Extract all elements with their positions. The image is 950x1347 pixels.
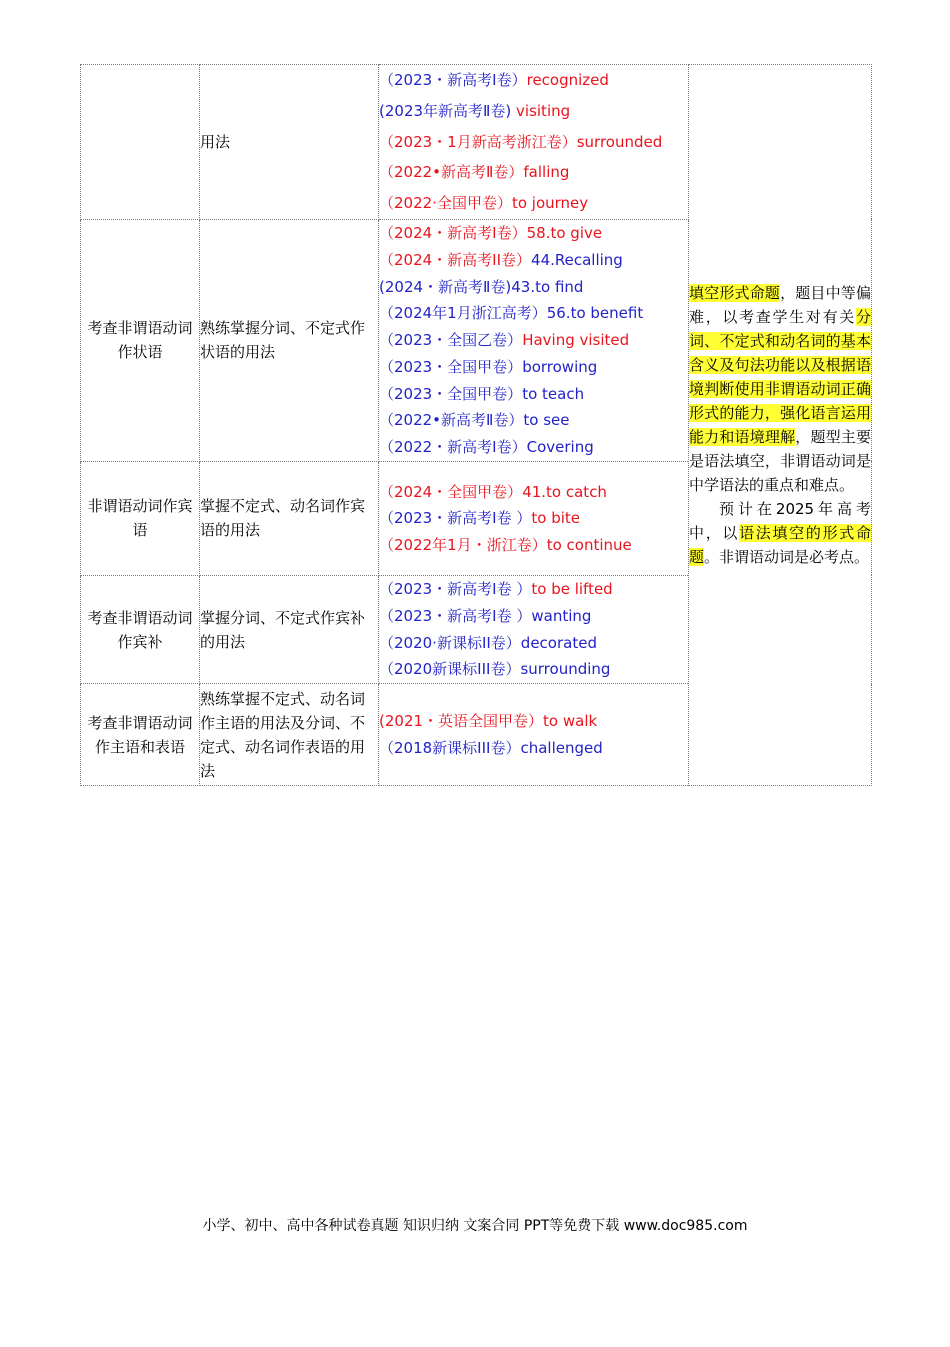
example-line [379, 505, 688, 532]
requirement-cell: 掌握不定式、动名词作宾语的用法 [200, 461, 379, 575]
example-line [379, 576, 688, 603]
exam-source: （2024・新高考II卷） [379, 251, 532, 270]
answer-text: 58.to give [526, 224, 603, 243]
exam-source: （2023・新高考Ⅰ卷 ） [379, 606, 532, 625]
example-line [379, 656, 688, 683]
exam-source: (2023年新高考Ⅱ卷) [379, 101, 517, 120]
exam-source: （2018新课标III卷） [379, 738, 521, 757]
table-row [81, 65, 872, 220]
exam-source: (2024・新高考Ⅱ卷) [379, 277, 512, 296]
requirement-cell: 熟练掌握分词、不定式作状语的用法 [200, 219, 379, 461]
topic-cell: 考查非谓语动词作宾补 [81, 575, 200, 683]
plain-text: ，题目中等偏难，以考查学生对有关 [689, 284, 871, 327]
answer-text: falling [523, 163, 570, 182]
exam-source: （2024・新高考I卷） [379, 224, 527, 243]
analysis-paragraph-2 [689, 497, 871, 569]
example-line [379, 327, 688, 354]
exam-source: （2023・1月新高考浙江卷） [379, 132, 577, 151]
exam-source: （2023・新高考Ⅰ卷 ） [379, 579, 532, 598]
examples-cell [379, 575, 689, 683]
examples-cell [379, 684, 689, 786]
exam-source: （2023・新高考Ⅰ卷 ） [379, 509, 532, 528]
plain-text: 。非谓语动词是必考点。 [704, 548, 870, 567]
example-line [379, 300, 688, 327]
answer-text: to journey [511, 194, 589, 213]
answer-text: 56.to benefit [546, 304, 644, 323]
answer-text: decorated [520, 633, 597, 652]
answer-text: to bite [531, 509, 581, 528]
plain-text: ，题型主要是语法填空，非谓语动词是中学语法的重点和难点。 [689, 428, 871, 495]
example-line [379, 96, 688, 127]
topic-cell: 考查非谓语动词作状语 [81, 219, 200, 461]
answer-text: 43.to find [511, 277, 584, 296]
exam-source: （2022•新高考Ⅱ卷） [379, 411, 524, 430]
exam-source: （2023・全国甲卷） [379, 357, 523, 376]
example-line [379, 247, 688, 274]
requirement-cell: 掌握分词、不定式作宾补的用法 [200, 575, 379, 683]
example-line [379, 434, 688, 461]
answer-text: wanting [531, 606, 592, 625]
example-line [379, 354, 688, 381]
exam-source: （2020新课标III卷） [379, 660, 521, 679]
answer-text: 44.Recalling [531, 251, 623, 270]
highlighted-text: 填空形式命题 [689, 284, 781, 303]
exam-source: （2023・全国甲卷） [379, 384, 523, 403]
example-line [379, 603, 688, 630]
example-line [379, 708, 688, 735]
answer-text: borrowing [522, 357, 598, 376]
example-line [379, 157, 688, 188]
example-line [379, 274, 688, 301]
answer-text: to walk [543, 711, 598, 730]
example-line [379, 381, 688, 408]
example-line [379, 630, 688, 657]
answer-text: visiting [516, 101, 571, 120]
exam-source: （2022年1月・浙江卷） [379, 535, 547, 554]
answer-text: to continue [546, 535, 632, 554]
exam-source: （2024年1月浙江高考） [379, 304, 547, 323]
examples-cell [379, 461, 689, 575]
topic-cell: 考查非谓语动词作主语和表语 [81, 684, 200, 786]
answer-text: to see [523, 411, 570, 430]
topic-cell: 非谓语动词作宾语 [81, 461, 200, 575]
exam-source: （2022·全国甲卷） [379, 194, 512, 213]
examples-cell [379, 219, 689, 461]
example-line [379, 188, 688, 219]
highlighted-text: 语法填空的形式命题 [689, 524, 871, 567]
requirement-cell: 熟练掌握不定式、动名词作主语的用法及分词、不定式、动名词作表语的用法 [200, 684, 379, 786]
requirement-cell: 用法 [200, 65, 379, 220]
highlighted-text: 分词、不定式和动名词的基本含义及句法功能以及根据语境判断使用非谓语动词正确形式的能力，强化语言运用能力和语境理解 [689, 308, 871, 447]
exam-source: （2022・新高考I卷） [379, 437, 527, 456]
exam-source: (2021・英语全国甲卷） [379, 711, 544, 730]
answer-text: to teach [522, 384, 585, 403]
answer-text: Having visited [522, 331, 630, 350]
examples-cell [379, 65, 689, 220]
example-line [379, 220, 688, 247]
example-line [379, 735, 688, 762]
example-line [379, 532, 688, 559]
answer-text: Covering [526, 437, 594, 456]
exam-source: （2023・新高考Ⅰ卷） [379, 71, 527, 89]
example-line [379, 407, 688, 434]
exam-analysis-table [80, 64, 872, 786]
example-line [379, 479, 688, 506]
example-line [379, 65, 688, 96]
exam-source: （2023・全国乙卷） [379, 331, 523, 350]
topic-cell [81, 65, 200, 220]
answer-text: surrounded [576, 132, 663, 151]
answer-text: challenged [520, 738, 603, 757]
analysis-paragraph-1 [689, 281, 871, 497]
answer-text: recognized [526, 71, 609, 89]
page-footer: 小学、初中、高中各种试卷真题 知识归纳 文案合同 PPT等免费下载 www.doc985.com [202, 1218, 748, 1234]
answer-text: 41.to catch [522, 482, 607, 501]
plain-text: 预计在2025年高考中，以 [689, 500, 871, 543]
answer-text: to be lifted [531, 579, 613, 598]
example-line [379, 127, 688, 158]
exam-source: （2024・全国甲卷） [379, 482, 523, 501]
answer-text: surrounding [520, 660, 611, 679]
exam-source: （2022•新高考Ⅱ卷） [379, 163, 524, 182]
exam-source: （2020·新课标II卷） [379, 633, 521, 652]
analysis-cell [689, 65, 872, 786]
